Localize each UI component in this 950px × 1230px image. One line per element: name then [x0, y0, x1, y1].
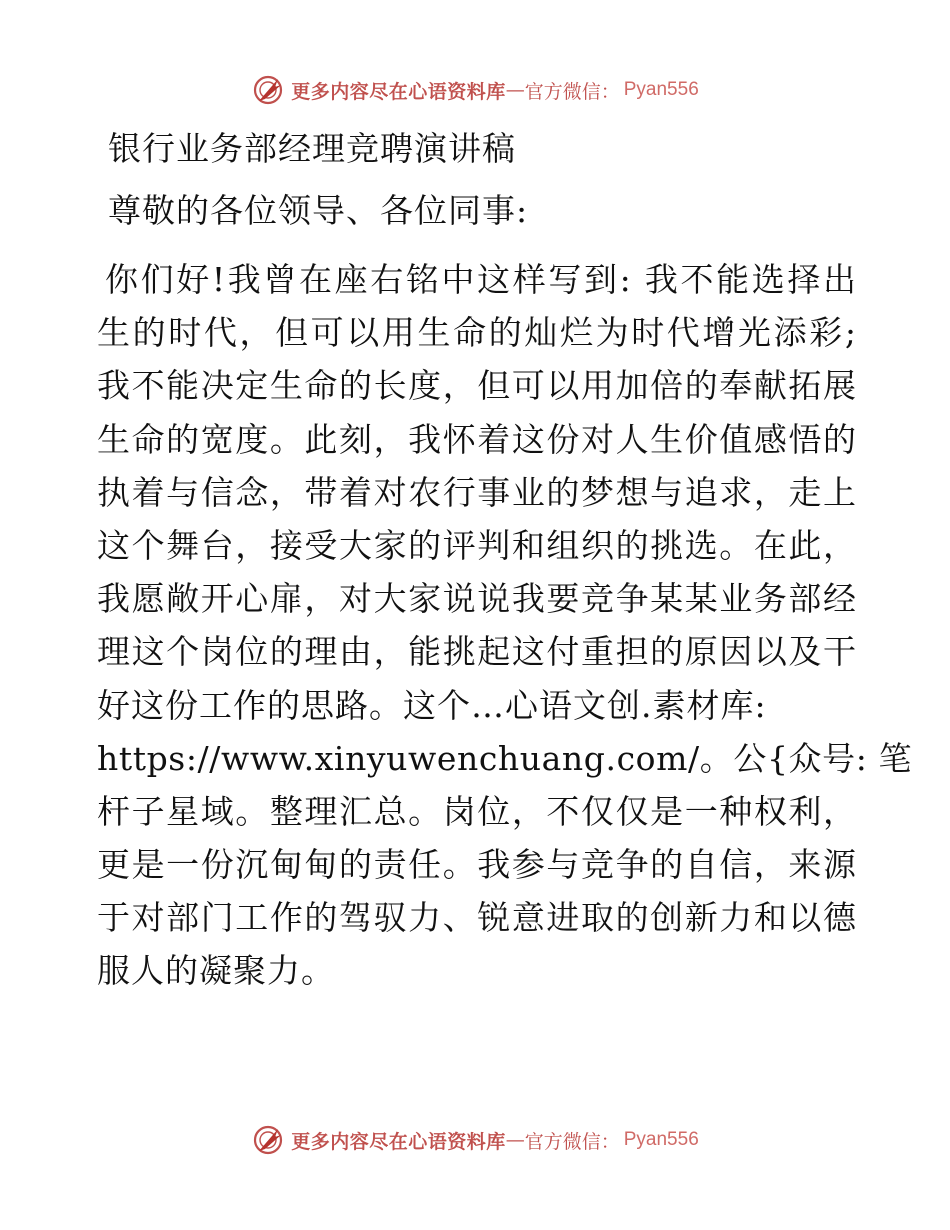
banner-wechat-id: Pyan556 — [623, 1129, 699, 1150]
banner-dash: — — [505, 79, 525, 101]
body-line: 服人的凝聚力。 — [97, 951, 335, 991]
body-line: 好这份工作的思路。这个…心语文创.素材库: — [97, 685, 767, 725]
banner-main-text: 更多内容尽在心语资料库 — [291, 1130, 506, 1153]
banner-wechat-label: 官方微信： — [524, 80, 620, 103]
body-line: 生的时代，但可以用生命的灿烂为时代增光添彩; — [97, 313, 857, 353]
body-line-url: https://www.xinyuwenchuang.com/。公{众号: 笔 — [97, 738, 913, 778]
body-line: 我不能决定生命的长度，但可以用加倍的奉献拓展 — [97, 366, 857, 406]
banner-main-text: 更多内容尽在心语资料库 — [291, 80, 506, 103]
banner-dash: — — [505, 1129, 525, 1151]
footer-banner — [0, 1120, 950, 1160]
body-line: 生命的宽度。此刻，我怀着这份对人生价值感悟的 — [97, 419, 857, 459]
body-line: 更是一份沉甸甸的责任。我参与竞争的自信，来源 — [97, 845, 857, 885]
header-banner — [0, 70, 950, 110]
body-line: 于对部门工作的驾驭力、锐意进取的创新力和以德 — [97, 898, 857, 938]
body-line: 执着与信念，带着对农行事业的梦想与追求，走上 — [97, 472, 857, 512]
body-line: 我愿敞开心扉，对大家说说我要竞争某某业务部经 — [97, 579, 857, 619]
quill-circle-icon — [251, 73, 285, 107]
salutation: 尊敬的各位领导、各位同事: — [108, 191, 529, 230]
banner-wechat-label: 官方微信： — [524, 1130, 620, 1153]
body-line: 这个舞台，接受大家的评判和组织的挑选。在此， — [97, 525, 857, 565]
document-body — [97, 122, 913, 998]
banner-wechat-id: Pyan556 — [623, 79, 699, 100]
body-line: 理这个岗位的理由，能挑起这付重担的原因以及干 — [97, 632, 857, 672]
quill-circle-icon — [251, 1123, 285, 1157]
document-title: 银行业务部经理竞聘演讲稿 — [108, 129, 516, 168]
body-line: 你们好!我曾在座右铭中这样写到: 我不能选择出 — [105, 260, 857, 299]
body-line: 杆子星域。整理汇总。岗位，不仅仅是一种权利， — [97, 791, 857, 831]
